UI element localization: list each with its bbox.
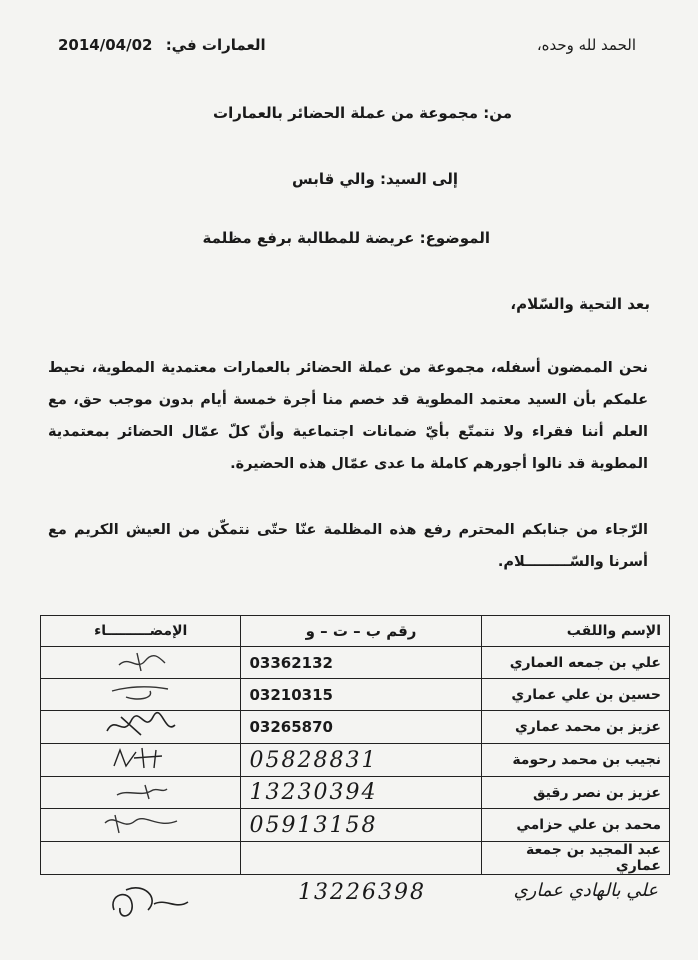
header-id: رقم ب – ت – و <box>241 616 481 647</box>
row-id <box>241 842 481 875</box>
signature-mark <box>41 777 241 809</box>
date-header <box>58 36 266 54</box>
place-date-label: العمارات في: <box>165 36 266 54</box>
subject-line: الموضوع: عريضة للمطالبة برفع مظلمة <box>202 229 490 247</box>
row-id: 05913158 <box>241 809 481 842</box>
table-row <box>41 777 670 809</box>
row-name: عزيز بن محمد عماري <box>481 711 669 744</box>
row-name: عزيز بن نصر رقيق <box>481 777 669 809</box>
header-signature: الإمضـــــــــاء <box>41 616 241 647</box>
praise-header: الحمد لله وحده، <box>536 36 636 54</box>
signature-mark <box>41 744 241 777</box>
table-row <box>41 744 670 777</box>
signature-table <box>40 615 670 875</box>
body-paragraph-2: الرّجاء من جنابكم المحترم رفع هذه المظلمة عنّا حتّى نتمكّن من العيش الكريم مع أسرنا والسّـــــــــلام. <box>48 522 648 570</box>
row-name: نجيب بن محمد رحومة <box>481 744 669 777</box>
signature-mark <box>41 679 241 711</box>
row-id: 03362132 <box>241 647 481 679</box>
to-line: إلى السيد: والي قابس <box>291 170 458 188</box>
table-row <box>41 809 670 842</box>
row-id: 03210315 <box>241 679 481 711</box>
table-row <box>41 842 670 875</box>
header-name: الإسم واللقب <box>481 616 669 647</box>
signature-mark <box>41 647 241 679</box>
table-header-row <box>41 616 670 647</box>
extra-signature <box>104 880 194 928</box>
row-name: محمد بن علي حزامي <box>481 809 669 842</box>
table-row <box>41 647 670 679</box>
signature-mark <box>41 711 241 744</box>
row-id: 05828831 <box>241 744 481 777</box>
signature-mark <box>41 842 241 875</box>
row-name: عبد المجيد بن جمعة عماري <box>481 842 669 875</box>
table-row <box>41 711 670 744</box>
body-paragraph-1: نحن الممضون أسفله، مجموعة من عملة الحضائر بالعمارات معتمدية المطوية، نحيط علمكم بأن السيد معتمد المطوية قد خصم منا أجرة خمسة أيام بدون موجب حق، مع العلم أننا فقراء ولا نتمتّع بأيّ ضمانات اجتماعية وأنّ كلّ عمّال الحضائر بمعتمدية المطوية قد نالوا أجورهم كاملة ما عدى عمّال هذه الحضيرة. <box>48 360 648 472</box>
greeting: بعد التحية والسّلام، <box>510 295 650 313</box>
row-name: علي بن جمعه العماري <box>481 647 669 679</box>
extra-entry-id: 13226398 <box>298 880 426 905</box>
extra-entry-name: علي بالهادي عماري <box>513 880 658 901</box>
from-line: من: مجموعة من عملة الحضائر بالعمارات <box>213 104 512 122</box>
row-name: حسين بن علي عماري <box>481 679 669 711</box>
table-row <box>41 679 670 711</box>
row-id: 03265870 <box>241 711 481 744</box>
signature-mark <box>41 809 241 842</box>
row-id: 13230394 <box>241 777 481 809</box>
date-value: 2014/04/02 <box>58 36 153 54</box>
